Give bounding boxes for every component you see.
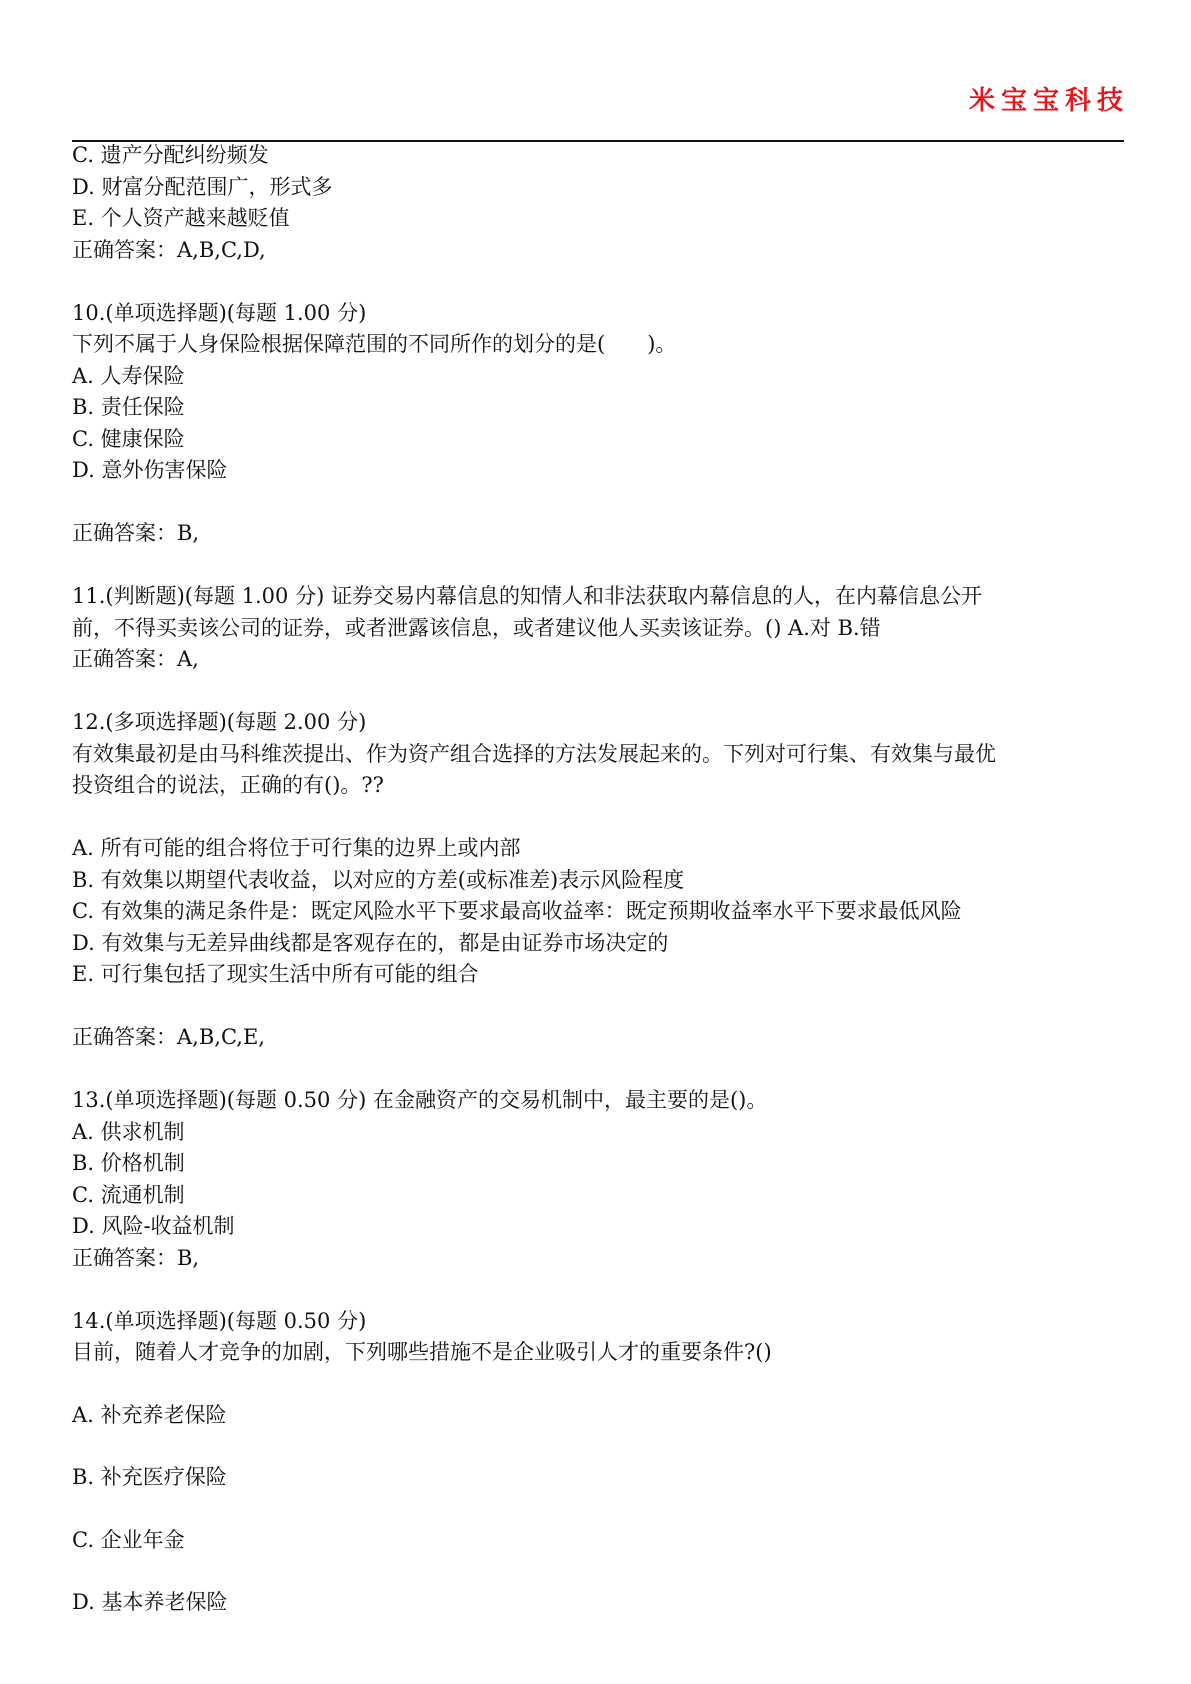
leading-block: [72, 140, 1124, 266]
answer: 正确答案：A,B,C,E,: [72, 1025, 265, 1049]
question-stem: 目前，随着人才竞争的加剧，下列哪些措施不是企业吸引人才的重要条件?(): [72, 1340, 772, 1364]
question-header: 14.(单项选择题)(每题 0.50 分): [72, 1308, 367, 1333]
document-body: [72, 140, 1124, 1619]
option: A. 补充养老保险: [72, 1402, 227, 1427]
option: C. 企业年金: [72, 1527, 185, 1552]
option: A. 所有可能的组合将位于可行集的边界上或内部: [72, 836, 521, 860]
question-stem: 前，不得买卖该公司的证券，或者泄露该信息，或者建议他人买卖该证券。() A.对 B.错: [72, 615, 881, 640]
option: D. 有效集与无差异曲线都是客观存在的，都是由证券市场决定的: [72, 930, 669, 955]
spacer: [72, 487, 1124, 519]
question-stem: 投资组合的说法，正确的有()。??: [72, 773, 384, 797]
spacer: [72, 550, 1124, 582]
question-header: 12.(多项选择题)(每题 2.00 分): [72, 710, 367, 734]
answer: 正确答案：B,: [72, 1245, 200, 1270]
question-13: [72, 1085, 1124, 1274]
question-10: [72, 298, 1124, 550]
spacer: [72, 802, 1124, 834]
question-stem: 下列不属于人身保险根据保障范围的不同所作的划分的是( )。: [72, 332, 677, 356]
spacer: [72, 266, 1124, 298]
option: A. 人寿保险: [72, 363, 185, 388]
spacer: [72, 676, 1124, 708]
question-12: [72, 707, 1124, 1054]
spacer: [72, 991, 1124, 1023]
option: C. 流通机制: [72, 1182, 185, 1207]
question-header: 13.(单项选择题)(每题 0.50 分) 在金融资产的交易机制中，最主要的是()。: [72, 1088, 768, 1112]
answer: 正确答案：B,: [72, 521, 200, 545]
option: C. 健康保险: [72, 426, 185, 451]
brand-logo: 米宝宝科技: [968, 86, 1129, 116]
question-header: 11.(判断题)(每题 1.00 分) 证券交易内幕信息的知情人和非法获取内幕信息的人，在内幕信息公开: [72, 584, 982, 608]
question-11: [72, 581, 1124, 676]
option: B. 价格机制: [72, 1151, 185, 1175]
option: D. 基本养老保险: [72, 1590, 228, 1614]
option: B. 有效集以期望代表收益，以对应的方差(或标准差)表示风险程度: [72, 867, 685, 892]
answer: 正确答案：A,B,C,D,: [72, 237, 266, 262]
question-14: [72, 1306, 1124, 1619]
option: E. 个人资产越来越贬值: [72, 206, 290, 230]
option: D. 意外伤害保险: [72, 458, 228, 482]
question-stem: 有效集最初是由马科维茨提出、作为资产组合选择的方法发展起来的。下列对可行集、有效集与最优: [72, 741, 996, 766]
option: D. 财富分配范围广，形式多: [72, 174, 333, 199]
option: A. 供求机制: [72, 1119, 185, 1144]
spacer: [72, 1054, 1124, 1086]
option: C. 遗产分配纠纷频发: [72, 143, 269, 167]
option: B. 补充医疗保险: [72, 1465, 227, 1489]
option: E. 可行集包括了现实生活中所有可能的组合: [72, 962, 479, 986]
option: B. 责任保险: [72, 395, 185, 419]
option: D. 风险-收益机制: [72, 1214, 235, 1238]
option: C. 有效集的满足条件是：既定风险水平下要求最高收益率：既定预期收益率水平下要求最低风险: [72, 899, 962, 923]
question-header: 10.(单项选择题)(每题 1.00 分): [72, 300, 367, 325]
spacer: [72, 1274, 1124, 1306]
answer: 正确答案：A,: [72, 647, 199, 671]
